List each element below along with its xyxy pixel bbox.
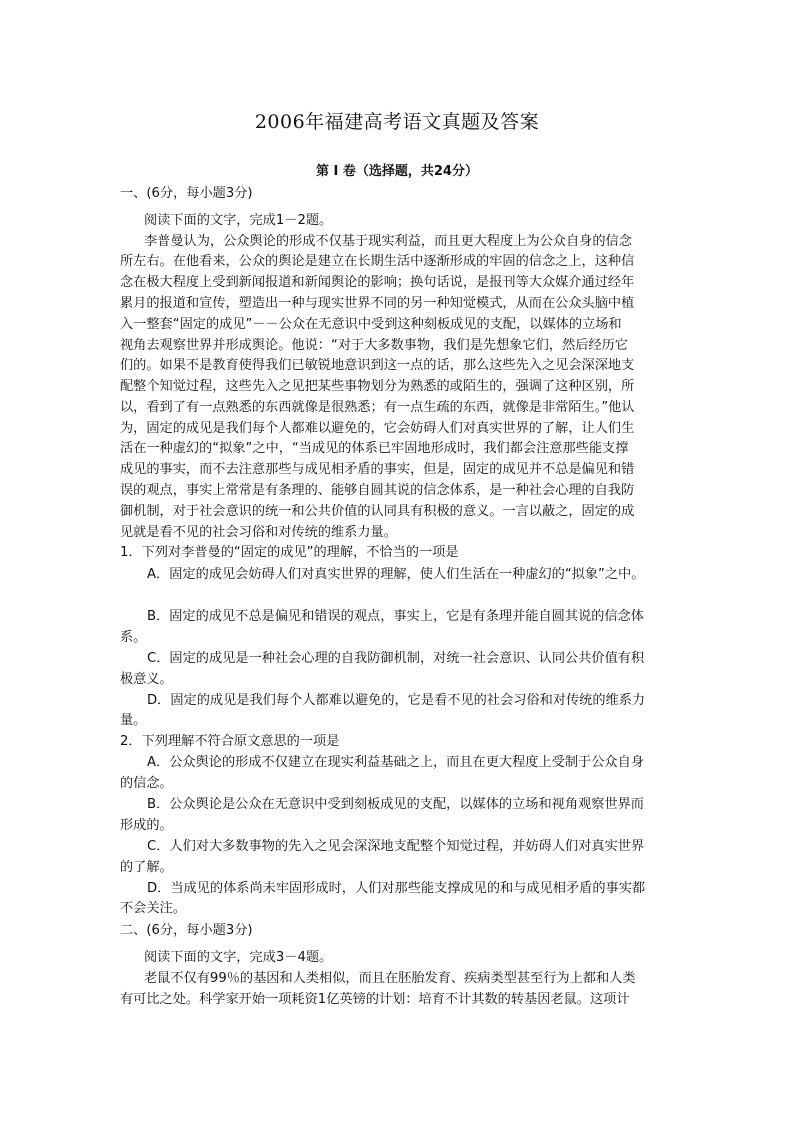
part-title: 第 I 卷（选择题，共24分）: [316, 164, 478, 179]
passage-line: 为，固定的成见是我们每个人都难以避免的，它会妨碍人们对真实世界的了解，让人们生: [120, 421, 635, 436]
passage-line: 们的。如果不是教育使得我们已敏锐地意识到这一点的话，那么这些先入之见会深深地支: [120, 358, 635, 373]
answer-option: A．公众舆论的形成不仅建立在现实利益基础之上，而且在更大程度上受制于公众自身: [147, 755, 644, 770]
answer-option: D．当成见的体系尚未牢固形成时，人们对那些能支撑成见的和与成见相矛盾的事实都: [147, 881, 646, 896]
passage-line: 李普曼认为，公众舆论的形成不仅基于现实利益，而且更大程度上为公众自身的信念: [144, 234, 632, 249]
answer-option-cont: 极意义。: [120, 672, 173, 687]
passage-line: 老鼠不仅有99％的基因和人类相似，而且在胚胎发育、疾病类型甚至行为上都和人类: [144, 971, 636, 986]
passage-line: 所左右。在他看来，公众的舆论是建立在长期生活中逐渐形成的牢固的信念之上，这种信: [120, 254, 635, 269]
answer-option: B．公众舆论是公众在无意识中受到刻板成见的支配，以媒体的立场和视角观察世界而: [147, 797, 644, 812]
answer-option: B．固定的成见不总是偏见和错误的观点，事实上，它是有条理并能自圆其说的信念体: [147, 609, 644, 624]
answer-option: C．固定的成见是一种社会心理的自我防御机制，对统一社会意识、认同公共价值有积: [147, 651, 645, 666]
answer-option: A．固定的成见会妨碍人们对真实世界的理解，使人们生活在一种虚幻的“拟象”之中。: [147, 567, 645, 582]
passage-line: 御机制，对于社会意识的统一和公共价值的认同具有积极的意义。一言以蔽之，固定的成: [120, 504, 635, 519]
passage-line: 见就是看不见的社会习俗和对传统的维系力量。: [120, 525, 397, 540]
section-heading: 一、(6分，每小题3分): [120, 186, 253, 201]
passage-line: 入一整套“固定的成见”－－公众在无意识中受到这种刻板成见的支配，以媒体的立场和: [120, 317, 622, 332]
section-heading: 二、(6分，每小题3分): [120, 923, 253, 938]
question-stem: 2．下列理解不符合原文意思的一项是: [120, 734, 340, 749]
passage-line: 有可比之处。科学家开始一项耗资1亿英镑的计划：培育不计其数的转基因老鼠。这项计: [120, 992, 630, 1007]
answer-option-cont: 量。: [120, 713, 147, 728]
instruction: 阅读下面的文字，完成3－4题。: [144, 950, 333, 965]
passage-line: 以，看到了有一点熟悉的东西就像是很熟悉；有一点生疏的东西，就像是非常陌生。”他认: [120, 400, 635, 415]
answer-option-cont: 的信念。: [120, 776, 173, 791]
answer-option: D．固定的成见是我们每个人都难以避免的，它是看不见的社会习俗和对传统的维系力: [147, 693, 646, 708]
passage-line: 误的观点，事实上常常是有条理的、能够自圆其说的信念体系，是一种社会心理的自我防: [120, 483, 635, 498]
passage-line: 成见的事实，而不去注意那些与成见相矛盾的事实，但是，固定的成见并不总是偏见和错: [120, 462, 635, 477]
answer-option: C．人们对大多数事物的先入之见会深深地支配整个知觉过程，并妨碍人们对真实世界: [147, 839, 645, 854]
question-stem: 1．下列对李普曼的“固定的成见”的理解，不恰当的一项是: [120, 545, 459, 560]
answer-option-cont: 系。: [120, 630, 147, 645]
document-title: 2006年福建高考语文真题及答案: [254, 111, 540, 133]
answer-option-cont: 不会关注。: [120, 901, 186, 916]
passage-line: 活在一种虚幻的“拟象”之中，“当成见的体系已牢固地形成时，我们都会注意那些能支撑: [120, 441, 629, 456]
passage-line: 视角去观察世界并形成舆论。他说：“对于大多数事物，我们是先想象它们，然后经历它: [120, 338, 628, 353]
passage-line: 念在极大程度上受到新闻报道和新闻舆论的影响；换句话说，是报刊等大众媒介通过经年: [120, 275, 635, 290]
instruction: 阅读下面的文字，完成1－2题。: [144, 213, 333, 228]
passage-line: 配整个知觉过程，这些先入之见把某些事物划分为熟悉的或陌生的，强调了这种区别，所: [120, 379, 635, 394]
answer-option-cont: 的了解。: [120, 860, 173, 875]
answer-option-cont: 形成的。: [120, 818, 173, 833]
passage-line: 累月的报道和宣传，塑造出一种与现实世界不同的另一种知觉模式，从而在公众头脑中植: [120, 296, 635, 311]
